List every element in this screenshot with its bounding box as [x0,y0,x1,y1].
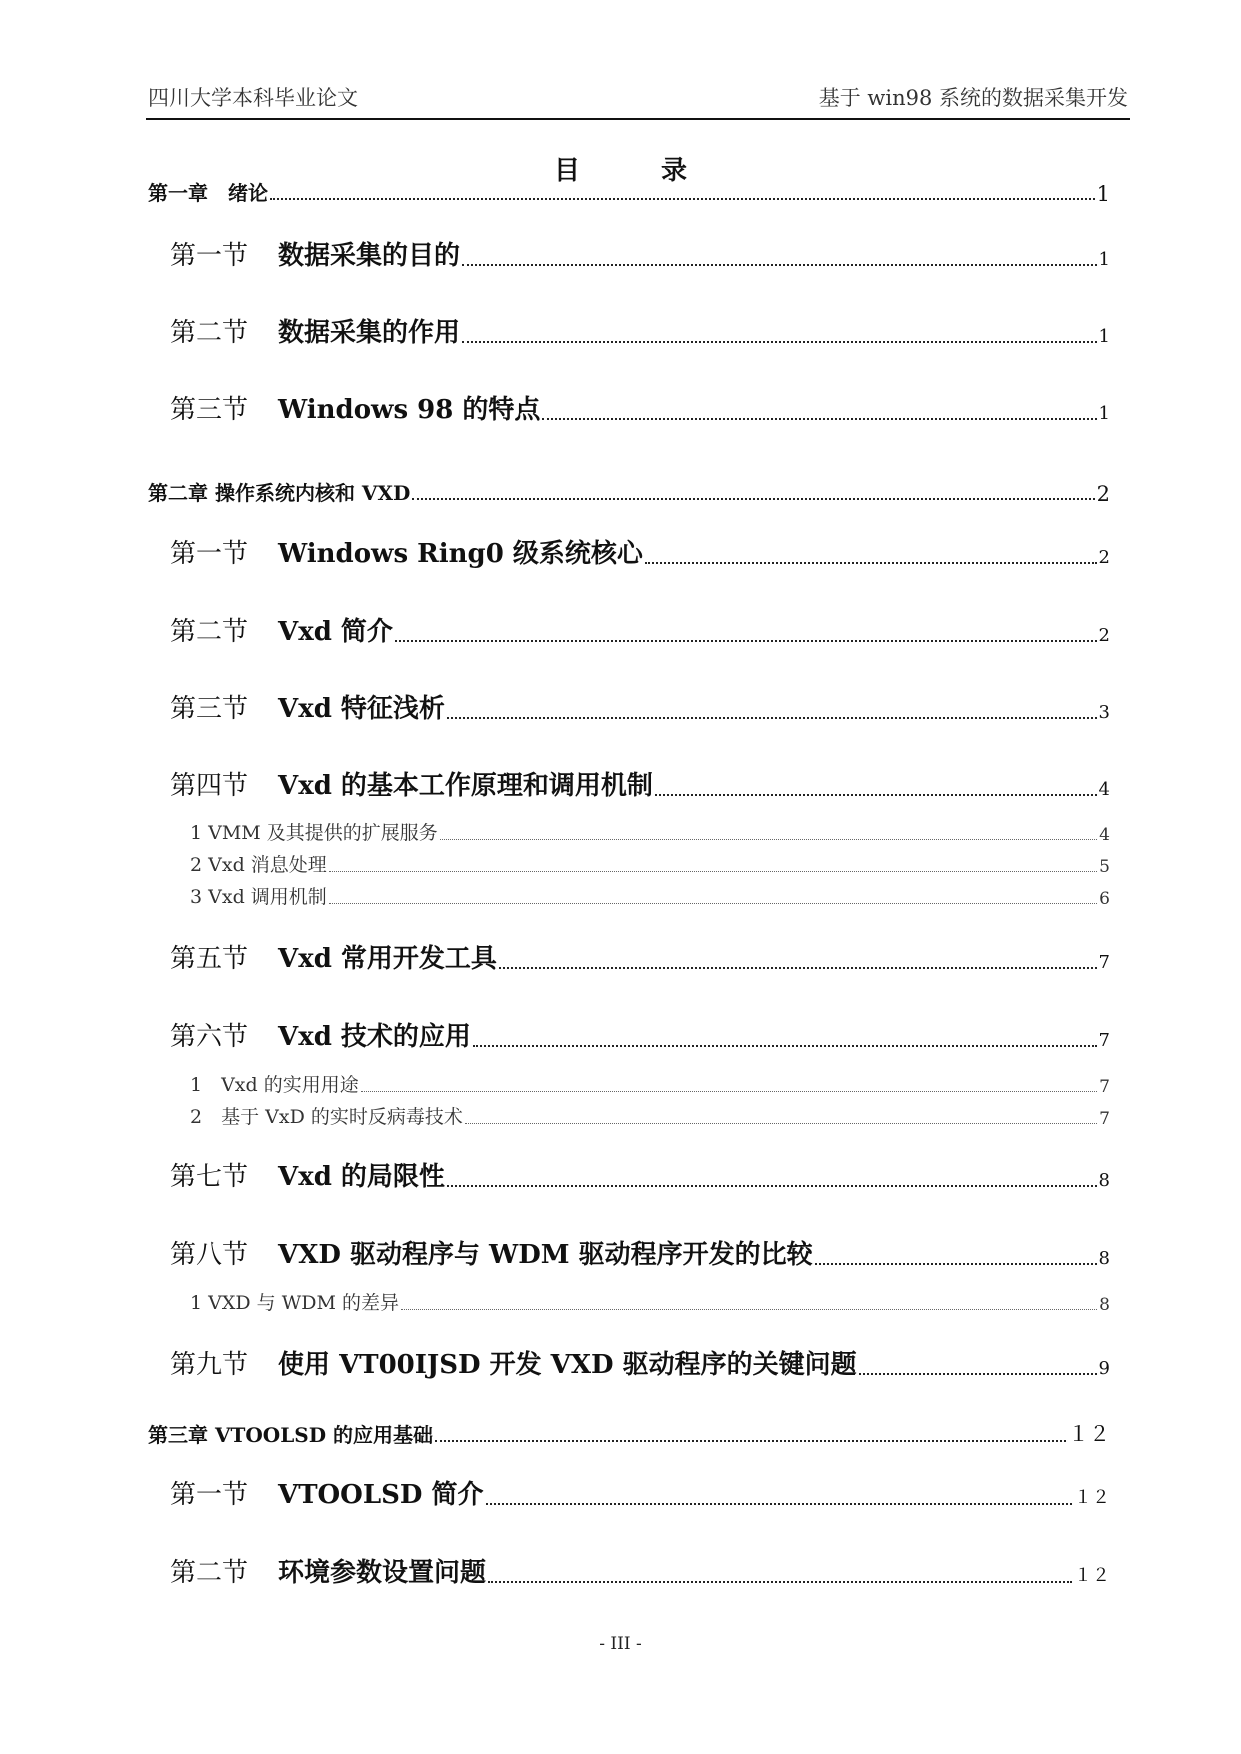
toc-entry-heading [170,688,445,725]
toc-entry-label: Windows Ring0 级系统核心 [278,539,643,569]
toc-entry-heading [170,1234,813,1271]
toc-entry-label: Vxd 的基本工作原理和调用机制 [278,771,653,801]
header-rule [146,118,1130,120]
toc-entry-heading [170,389,540,426]
toc-entry-label: 使用 VT00IJSD 开发 VXD 驱动程序的关键问题 [278,1350,857,1380]
toc-entry-chapter[interactable] [148,477,1110,506]
toc-entry-label: Vxd 常用开发工具 [278,944,497,974]
toc-entry-section[interactable] [170,389,1110,426]
toc-entry-label: Vxd 的局限性 [278,1162,445,1192]
dot-leader [395,640,1097,642]
toc-entry-number: 第二节 [170,617,249,647]
toc-page-number: 8 [1098,1170,1110,1191]
toc-entry-label: 1 Vxd 的实用用途 [190,1074,359,1096]
dot-leader [270,198,1095,200]
toc-entry-label: 1 VXD 与 WDM 的差异 [190,1292,399,1314]
toc-entry-heading [170,765,653,802]
toc-entry-heading [170,1474,484,1511]
toc-page-number: 2 [1098,547,1110,568]
toc-page-number: １２ [1074,1565,1110,1586]
toc-entry-heading [170,533,643,570]
toc-entry-number: 第二节 [170,1558,249,1588]
toc-entry-section[interactable] [170,611,1110,648]
toc-entry-section[interactable] [170,688,1110,725]
dot-leader [329,903,1097,904]
toc-page-number: 1 [1098,326,1110,347]
toc-entry-heading [170,938,497,975]
toc-entry-chapter[interactable] [148,1418,1110,1448]
toc-page-number: 7 [1099,1109,1110,1129]
toc-entry-label: Vxd 特征浅析 [278,694,445,724]
toc-page-number: 1 [1096,182,1110,206]
toc-entry-section[interactable] [170,533,1110,570]
dot-leader [435,1440,1066,1442]
toc-entry-heading [170,1344,857,1381]
toc-entry-sub[interactable] [190,850,1110,877]
dot-leader [499,967,1097,969]
toc-entry-heading [170,1156,445,1193]
toc-entry-section[interactable] [170,1156,1110,1193]
dot-leader [440,839,1097,840]
toc-entry-label: 2 Vxd 消息处理 [190,854,327,876]
toc-page-number: 7 [1098,1030,1110,1051]
toc-page-number: 7 [1099,1077,1110,1097]
header-left-text: 四川大学本科毕业论文 [148,86,358,110]
dot-leader [447,1185,1097,1187]
toc-entry-number: 第一节 [170,1480,249,1510]
toc-entry-label: VTOOLSD 简介 [278,1480,484,1510]
dot-leader [473,1045,1097,1047]
toc-entry-number: 第七节 [170,1162,249,1192]
toc-entry-number: 第三节 [170,694,249,724]
toc-page-number: 5 [1099,857,1110,877]
toc-page-number: 2 [1096,482,1110,506]
toc-entry-label: 第二章 操作系统内核和 VXD [148,481,411,505]
dot-leader [465,1123,1097,1124]
toc-page-number: 8 [1099,1295,1110,1315]
toc-entry-sub[interactable] [190,1102,1110,1129]
toc-entry-heading [170,1552,486,1589]
toc-entry-section[interactable] [170,1552,1110,1589]
toc-page-number: 1 [1098,403,1110,424]
toc-entry-section[interactable] [170,1016,1110,1053]
toc-entry-number: 第二节 [170,318,249,348]
toc-entry-number: 第一节 [170,539,249,569]
toc-entry-section[interactable] [170,235,1110,272]
toc-page-number: 1 [1098,249,1110,270]
toc-entry-sub[interactable] [190,1288,1110,1315]
toc-entry-heading [170,235,460,272]
dot-leader [412,498,1094,500]
toc-entry-label: Vxd 简介 [278,617,393,647]
toc-page-number: 8 [1098,1248,1110,1269]
toc-entry-number: 第六节 [170,1022,249,1052]
toc-entry-section[interactable] [170,1474,1110,1511]
header-right-text: 基于 win98 系统的数据采集开发 [818,86,1128,110]
toc-entry-section[interactable] [170,1344,1110,1381]
toc-entry-number: 第四节 [170,771,249,801]
toc-entry-label: Windows 98 的特点 [278,395,541,425]
dot-leader [447,717,1097,719]
toc-entry-section[interactable] [170,1234,1110,1271]
toc-entry-label: 数据采集的作用 [278,318,461,348]
toc-entry-heading [170,1016,471,1053]
page-number-footer: - III - [599,1634,642,1654]
dot-leader [542,418,1096,420]
toc-entry-label: 1 VMM 及其提供的扩展服务 [190,822,438,844]
dot-leader [488,1581,1072,1583]
dot-leader [645,562,1097,564]
dot-leader [361,1091,1097,1092]
toc-entry-number: 第八节 [170,1240,249,1270]
toc-page-number: 4 [1098,779,1110,800]
toc-entry-heading [170,312,460,349]
dot-leader [462,264,1097,266]
toc-entry-section[interactable] [170,312,1110,349]
toc-page-number: １２ [1068,1422,1110,1446]
dot-leader [815,1263,1097,1265]
toc-page-number: 2 [1098,625,1110,646]
dot-leader [655,794,1097,796]
toc-entry-label: 2 基于 VxD 的实时反病毒技术 [190,1106,463,1128]
toc-entry-label: 第三章 VTOOLSD 的应用基础 [148,1423,434,1447]
toc-entry-sub[interactable] [190,818,1110,845]
toc-entry-sub[interactable] [190,882,1110,909]
toc-title: 目 录 [553,156,724,186]
toc-entry-label: 3 Vxd 调用机制 [190,886,327,908]
toc-entry-number: 第九节 [170,1350,249,1380]
toc-page-number: １２ [1074,1487,1110,1508]
toc-entry-number: 第一节 [170,241,249,271]
toc-entry-label: Vxd 技术的应用 [278,1022,471,1052]
toc-entry-chapter[interactable] [148,177,1110,206]
page-header [148,82,1128,112]
toc-page-number: 4 [1099,825,1110,845]
toc-entry-heading [170,611,393,648]
toc-page-number: 3 [1098,702,1110,723]
toc-entry-number: 第三节 [170,395,249,425]
toc-page-number: 6 [1099,889,1110,909]
toc-page-number: 9 [1098,1358,1110,1379]
toc-entry-label: VXD 驱动程序与 WDM 驱动程序开发的比较 [278,1240,813,1270]
dot-leader [462,341,1097,343]
toc-entry-label: 第一章 绪论 [148,181,268,205]
dot-leader [859,1373,1097,1375]
toc-entry-sub[interactable] [190,1070,1110,1097]
dot-leader [486,1503,1073,1505]
toc-entry-section[interactable] [170,938,1110,975]
toc-entry-label: 数据采集的目的 [278,241,461,271]
toc-entry-number: 第五节 [170,944,249,974]
dot-leader [329,871,1097,872]
toc-page-number: 7 [1098,952,1110,973]
toc-entry-label: 环境参数设置问题 [278,1558,487,1588]
toc-entry-section[interactable] [170,765,1110,802]
dot-leader [401,1309,1097,1310]
